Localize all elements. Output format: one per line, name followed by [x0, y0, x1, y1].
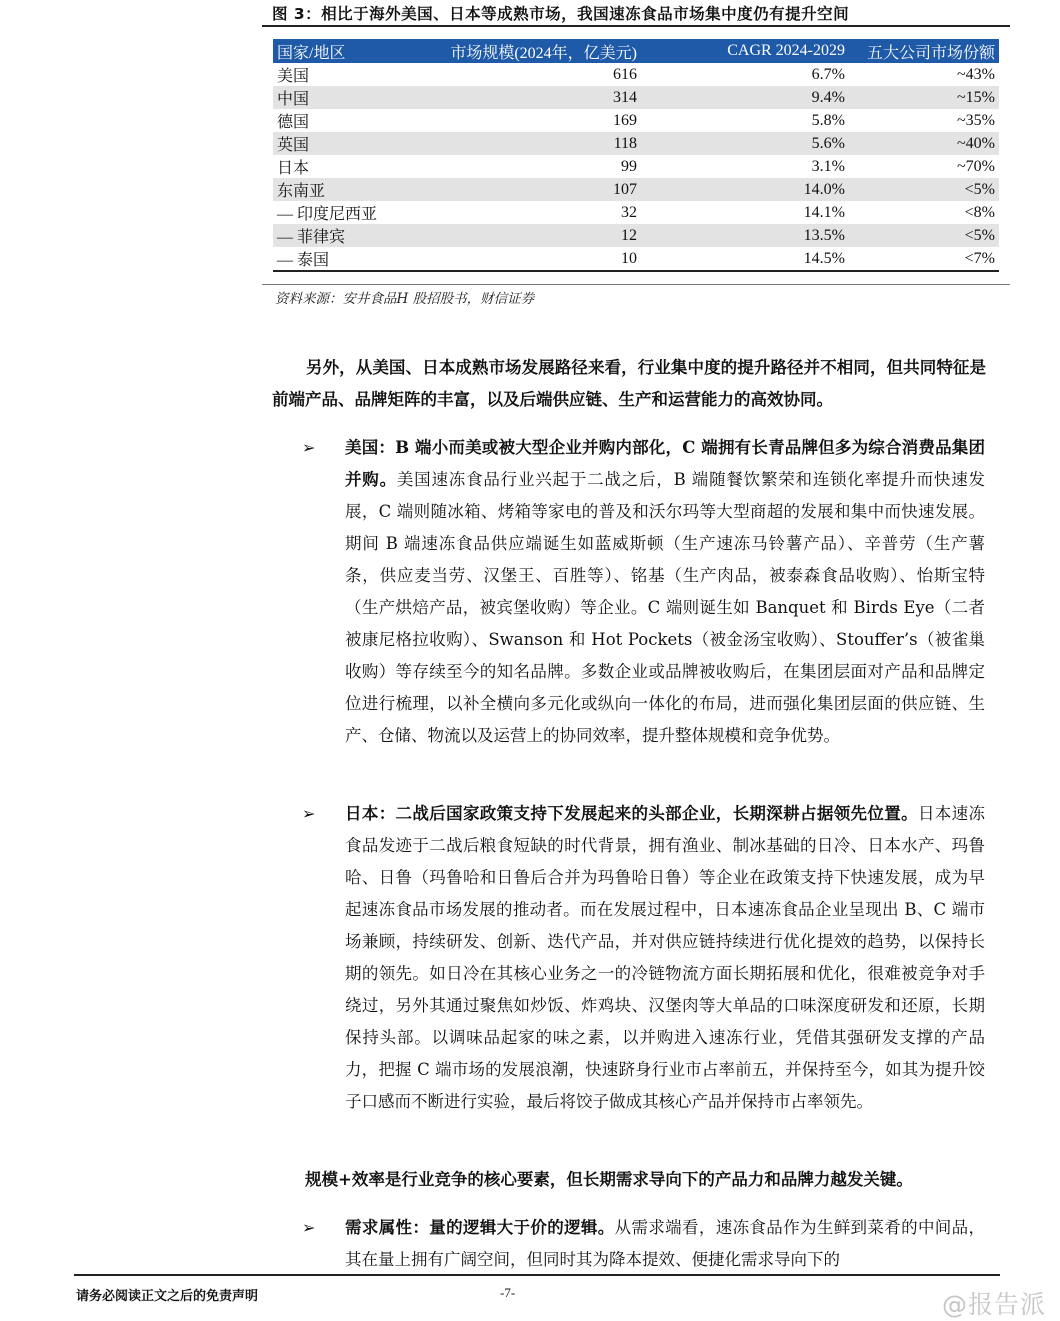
- figure-source: 资料来源：安井食品H 股招股书，财信证券: [275, 291, 535, 307]
- cell-region: 中国: [273, 86, 411, 109]
- table-row: [273, 201, 999, 224]
- cell-top5-share: ~70%: [849, 155, 999, 178]
- cell-top5-share: ~40%: [849, 132, 999, 155]
- cell-cagr: 14.5%: [641, 247, 849, 271]
- page-number: -7-: [500, 1285, 516, 1300]
- cell-region: 德国: [273, 109, 411, 132]
- table-row: [273, 109, 999, 132]
- cell-region: — 泰国: [273, 247, 411, 271]
- figure-title: 图 3：相比于海外美国、日本等成熟市场，我国速冻食品市场集中度仍有提升空间: [272, 5, 850, 23]
- footer-rule: [74, 1274, 1000, 1276]
- table-row: [273, 224, 999, 247]
- cell-region: 日本: [273, 155, 411, 178]
- cell-cagr: 14.0%: [641, 178, 849, 201]
- footer-disclaimer: 请务必阅读正文之后的免责声明: [76, 1289, 259, 1304]
- cell-top5-share: <5%: [849, 224, 999, 247]
- usa-section: [345, 432, 985, 752]
- cell-region: — 印度尼西亚: [273, 201, 411, 224]
- table-header-row: [273, 39, 999, 63]
- demand-section: [345, 1212, 985, 1276]
- figure-title-rule: [262, 25, 1010, 27]
- usa-text: 美国速冻食品行业兴起于二战之后，B 端随餐饮繁荣和连锁化率提升而快速发展，C 端则随冰箱、烤箱等家电的普及和沃尔玛等大型商超的发展和集中而快速发展。期间 B 端速冻食品供应端诞生如蓝威斯顿（生产速冻马铃薯产品）、辛普劳（生产薯条，供应麦当劳、汉堡王、百胜等）、铭基（生产肉品，被泰森食品收购）、怡斯宝特（生产烘焙产品，被宾堡收购）等企业。C 端则诞生如 Banquet 和 Birds Eye（二者被康尼格拉收购）、Swanson 和 Hot Pockets（被金汤宝收购）、Stouffer’s（被雀巢收购）等存续至今的知名品牌。多数企业或品牌被收购后，在集团层面对产品和品牌定位进行梳理，以补全横向多元化或纵向一体化的布局，进而强化集团层面的供应链、生产、仓储、物流以及运营上的协同效率，提升整体规模和竞争优势。: [345, 470, 986, 745]
- cell-cagr: 5.8%: [641, 109, 849, 132]
- cell-market-size: 12: [411, 224, 641, 247]
- table-row: [273, 63, 999, 86]
- cell-cagr: 14.1%: [641, 201, 849, 224]
- cell-market-size: 616: [411, 63, 641, 86]
- bullet-arrow-icon: ➢: [302, 1218, 316, 1237]
- cell-top5-share: ~43%: [849, 63, 999, 86]
- cell-market-size: 99: [411, 155, 641, 178]
- cell-region: 美国: [273, 63, 411, 86]
- cell-cagr: 3.1%: [641, 155, 849, 178]
- cell-region: — 菲律宾: [273, 224, 411, 247]
- table-row: [273, 86, 999, 109]
- key-point-paragraph: 规模+效率是行业竞争的核心要素，但长期需求导向下的产品力和品牌力越发关键。: [305, 1170, 913, 1189]
- cell-top5-share: ~15%: [849, 86, 999, 109]
- cell-region: 东南亚: [273, 178, 411, 201]
- cell-region: 英国: [273, 132, 411, 155]
- demand-text: 从需求端看，速冻食品作为生鲜到菜肴的中间品，其在量上拥有广阔空间，但同时其为降本提效、便捷化需求导向下的: [345, 1218, 986, 1269]
- bullet-arrow-icon: ➢: [302, 804, 316, 823]
- cell-cagr: 5.6%: [641, 132, 849, 155]
- demand-heading: 需求属性：量的逻辑大于价的逻辑。: [345, 1218, 615, 1237]
- source-rule: [262, 284, 1010, 285]
- cell-cagr: 13.5%: [641, 224, 849, 247]
- cell-market-size: 10: [411, 247, 641, 271]
- header-cagr: CAGR 2024-2029: [641, 39, 849, 63]
- cell-cagr: 9.4%: [641, 86, 849, 109]
- usa-heading: 美国：B 端小而美或被大型企业并购内部化，C 端拥有长青品牌但多为综合消费品集团并购。: [345, 438, 985, 489]
- cell-top5-share: <7%: [849, 247, 999, 271]
- cell-top5-share: ~35%: [849, 109, 999, 132]
- watermark: @报告派: [942, 1290, 1047, 1319]
- japan-heading: 日本：二战后国家政策支持下发展起来的头部企业，长期深耕占据领先位置。: [345, 804, 918, 823]
- header-region: 国家/地区: [273, 39, 411, 63]
- table-row: [273, 132, 999, 155]
- bullet-arrow-icon: ➢: [302, 438, 316, 457]
- market-table: [273, 39, 999, 272]
- cell-market-size: 169: [411, 109, 641, 132]
- cell-market-size: 314: [411, 86, 641, 109]
- table-row: [273, 247, 999, 271]
- cell-top5-share: <8%: [849, 201, 999, 224]
- table-row: [273, 178, 999, 201]
- japan-text: 日本速冻食品发迹于二战后粮食短缺的时代背景，拥有渔业、制冰基础的日冷、日本水产、玛鲁哈、日鲁（玛鲁哈和日鲁后合并为玛鲁哈日鲁）等企业在政策支持下快速发展，成为早起速冻食品市场发展的推动者。而在发展过程中，日本速冻食品企业呈现出 B、C 端市场兼顾，持续研发、创新、迭代产品，并对供应链持续进行优化提效的趋势，以保持长期的领先。如日冷在其核心业务之一的冷链物流方面长期拓展和优化，很难被竞争对手绕过，另外其通过聚焦如炒饭、炸鸡块、汉堡肉等大单品的口味深度研发和还原，长期保持头部。以调味品起家的味之素，以并购进入速冻行业，凭借其强研发支撑的产品力，把握 C 端市场的发展浪潮，快速跻身行业市占率前五，并保持至今，如其为提升饺子口感而不断进行实验，最后将饺子做成其核心产品并保持市占率领先。: [345, 804, 986, 1111]
- cell-market-size: 118: [411, 132, 641, 155]
- cell-cagr: 6.7%: [641, 63, 849, 86]
- header-top5-share: 五大公司市场份额: [849, 39, 999, 63]
- japan-section: [345, 798, 985, 1118]
- cell-top5-share: <5%: [849, 178, 999, 201]
- cell-market-size: 32: [411, 201, 641, 224]
- header-market-size: 市场规模(2024年，亿美元): [411, 39, 641, 63]
- intro-paragraph: 另外，从美国、日本成熟市场发展路径来看，行业集中度的提升路径并不相同，但共同特征是前端产品、品牌矩阵的丰富，以及后端供应链、生产和运营能力的高效协同。: [272, 358, 986, 409]
- table-row: [273, 155, 999, 178]
- cell-market-size: 107: [411, 178, 641, 201]
